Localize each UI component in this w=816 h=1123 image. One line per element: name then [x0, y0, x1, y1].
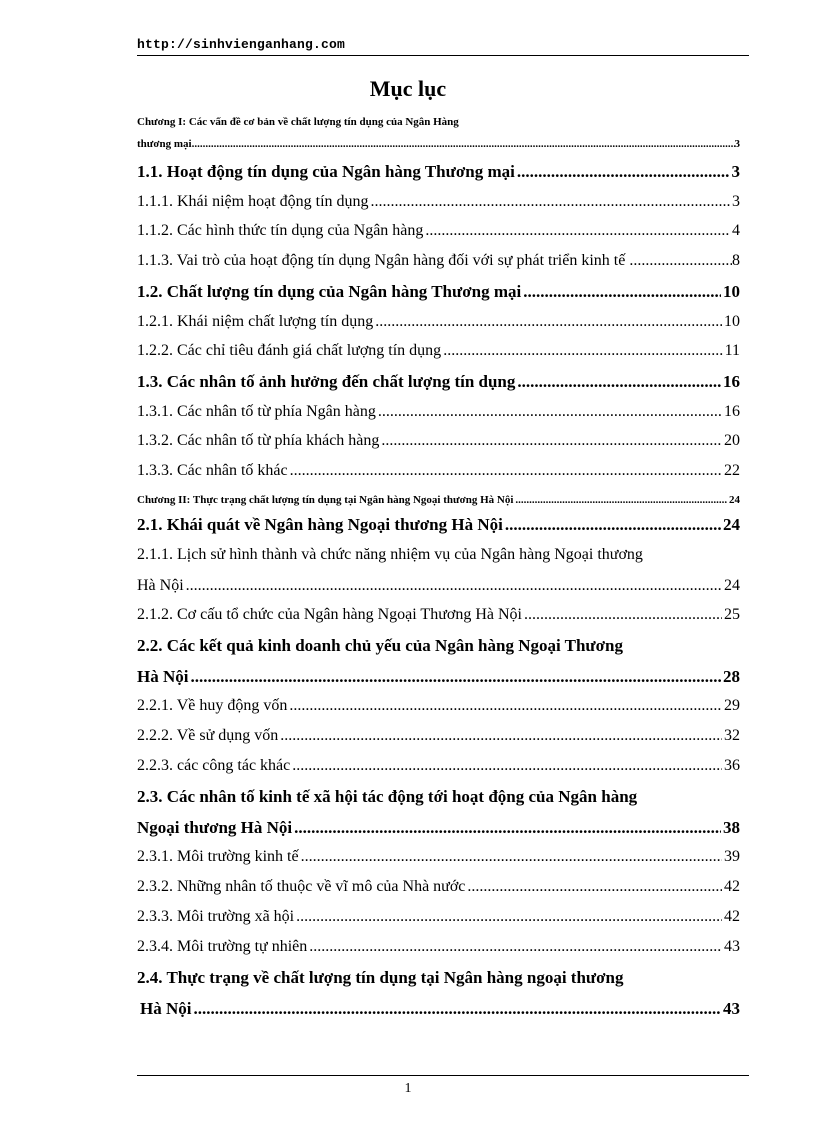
toc-page: 38: [723, 818, 740, 837]
toc-leader: [296, 908, 722, 926]
toc-leader: [381, 432, 722, 450]
toc-label: 2.1. Khái quát về Ngân hàng Ngoại thương Hà Nội: [137, 515, 503, 534]
toc-page: 22: [724, 462, 740, 479]
toc-entry-2-3-4: [137, 938, 740, 956]
toc-label: 1.1.3. Vai trò của hoạt động tín dụng Ngân hàng đối với sự phát triển kinh tế: [137, 252, 626, 269]
header-divider: [137, 55, 749, 56]
toc-label: 1.3. Các nhân tố ảnh hưởng đến chất lượng tín dụng: [137, 372, 516, 391]
toc-leader: [378, 403, 722, 421]
toc-entry-2-1-2: [137, 606, 740, 624]
toc-page: 20: [724, 432, 740, 449]
toc-entry-1-2: [137, 282, 740, 302]
toc-entry-1-2-1: [137, 313, 740, 331]
toc-page: 11: [724, 342, 740, 359]
toc-label: 1.3.1. Các nhân tố từ phía Ngân hàng: [137, 403, 376, 420]
toc-entry-1-2-2: [137, 342, 740, 360]
toc-chapter1-line1: Chương I: Các vấn đề cơ bản về chất lượng tín dụng của Ngân Hàng: [137, 116, 459, 128]
toc-page: 10: [723, 282, 740, 301]
toc-leader: [193, 999, 721, 1019]
toc-page: 43: [723, 999, 740, 1018]
toc-page: 36: [724, 757, 740, 774]
toc-leader: [290, 462, 722, 480]
toc-label: Ngoại thương Hà Nội: [137, 818, 293, 837]
toc-page: 24: [724, 577, 740, 594]
toc-page: 43: [724, 938, 740, 955]
toc-page: 3: [732, 193, 740, 210]
toc-entry-2-1-1: [137, 577, 740, 595]
toc-entry-1-1-3: [137, 252, 740, 270]
toc-entry-2-2: [137, 667, 740, 687]
toc-leader: [467, 878, 722, 896]
header-url: http://sinhvienganhang.com: [137, 37, 346, 52]
toc-chapter2: [137, 494, 740, 506]
toc-entry-2-3-1: [137, 848, 740, 866]
toc-leader: [294, 818, 721, 838]
toc-label: 2.3.4. Môi trường tự nhiên: [137, 938, 308, 955]
toc-leader: [517, 162, 730, 182]
toc-page: 42: [724, 908, 740, 925]
toc-leader: [309, 938, 722, 956]
toc-page: 16: [724, 403, 740, 420]
toc-label: 1.1.1. Khái niệm hoạt động tín dụng: [137, 193, 369, 210]
footer-divider: [137, 1075, 749, 1076]
toc-label: Hà Nội: [140, 999, 192, 1018]
toc-page: 16: [723, 372, 740, 391]
toc-entry-2-4-line1: 2.4. Thực trạng về chất lượng tín dụng tại Ngân hàng ngoại thương: [137, 968, 624, 987]
toc-entry-2-4: [140, 999, 740, 1019]
toc-chapter1: [137, 138, 740, 150]
toc-label: 2.2.3. các công tác khác: [137, 757, 291, 774]
toc-leader: [505, 515, 721, 535]
toc-page: 32: [724, 727, 740, 744]
toc-leader: [192, 138, 735, 150]
toc-leader: [292, 757, 722, 775]
toc-entry-1-3-1: [137, 403, 740, 421]
toc-label: 1.3.2. Các nhân tố từ phía khách hàng: [137, 432, 380, 449]
toc-entry-2-2-2: [137, 727, 740, 745]
toc-page: 29: [724, 697, 740, 714]
toc-page: 3: [734, 138, 740, 150]
toc-label: 2.2.2. Về sử dụng vốn: [137, 727, 279, 744]
toc-label: 1.2.2. Các chỉ tiêu đánh giá chất lượng tín dụng: [137, 342, 442, 359]
toc-entry-2-2-3: [137, 757, 740, 775]
toc-entry-1-3-3: [137, 462, 740, 480]
toc-leader: [371, 193, 730, 211]
toc-entry-2-3-2: [137, 878, 740, 896]
toc-page: 3: [731, 162, 740, 181]
toc-entry-1-3: [137, 372, 740, 392]
toc-page: 25: [724, 606, 740, 623]
toc-leader: [515, 494, 727, 506]
toc-leader: [186, 577, 722, 595]
toc-label: 2.3.1. Môi trường kinh tế: [137, 848, 299, 865]
toc-page: 24: [723, 515, 740, 534]
toc-label: 1.2. Chất lượng tín dụng của Ngân hàng Thương mại: [137, 282, 522, 301]
toc-label: thương mại: [137, 138, 192, 150]
toc-leader: [517, 372, 721, 392]
toc-entry-2-3-3: [137, 908, 740, 926]
toc-entry-2-1-1-line1: 2.1.1. Lịch sử hình thành và chức năng nhiệm vụ của Ngân hàng Ngoại thương: [137, 546, 643, 563]
toc-leader: [280, 727, 722, 745]
toc-entry-2-2-line1: 2.2. Các kết quả kinh doanh chủ yếu của Ngân hàng Ngoại Thương: [137, 636, 623, 655]
toc-entry-2-3-line1: 2.3. Các nhân tố kinh tế xã hội tác động tới hoạt động của Ngân hàng: [137, 787, 638, 806]
toc-leader: [375, 313, 722, 331]
toc-entry-1-1: [137, 162, 740, 182]
toc-leader: [629, 252, 732, 270]
page-number: 1: [404, 1081, 412, 1096]
toc-label: 2.3.3. Môi trường xã hội: [137, 908, 295, 925]
toc-page: 39: [724, 848, 740, 865]
toc-entry-2-3: [137, 818, 740, 838]
toc-leader: [524, 606, 722, 624]
toc-label: Chương II: Thực trạng chất lượng tín dụng tại Ngân hàng Ngoại thương Hà Nội: [137, 494, 514, 506]
toc-entry-1-3-2: [137, 432, 740, 450]
toc-entry-1-1-2: [137, 222, 740, 240]
toc-page: 24: [729, 494, 740, 506]
toc-label: 1.3.3. Các nhân tố khác: [137, 462, 288, 479]
toc-label: 2.1.2. Cơ cấu tổ chức của Ngân hàng Ngoại Thương Hà Nội: [137, 606, 522, 623]
toc-page: 4: [732, 222, 740, 239]
page-title: Mục lục: [369, 76, 447, 101]
toc-page: 42: [724, 878, 740, 895]
toc-page: 10: [724, 313, 740, 330]
toc-leader: [425, 222, 730, 240]
toc-page: 28: [723, 667, 740, 686]
toc-entry-1-1-1: [137, 193, 740, 211]
toc-page: 8: [732, 252, 740, 269]
toc-leader: [443, 342, 722, 360]
toc-label: 2.2.1. Về huy động vốn: [137, 697, 288, 714]
toc-leader: [190, 667, 721, 687]
toc-label: Hà Nội: [137, 577, 184, 594]
toc-entry-2-1: [137, 515, 740, 535]
toc-label: 1.1. Hoạt động tín dụng của Ngân hàng Thương mại: [137, 162, 515, 181]
toc-label: 1.2.1. Khái niệm chất lượng tín dụng: [137, 313, 374, 330]
toc-leader: [289, 697, 722, 715]
toc-label: 1.1.2. Các hình thức tín dụng của Ngân hàng: [137, 222, 424, 239]
toc-label: Hà Nội: [137, 667, 189, 686]
toc-leader: [523, 282, 721, 302]
toc-label: 2.3.2. Những nhân tố thuộc về vĩ mô của Nhà nước: [137, 878, 466, 895]
toc-leader: [301, 848, 722, 866]
toc-entry-2-2-1: [137, 697, 740, 715]
